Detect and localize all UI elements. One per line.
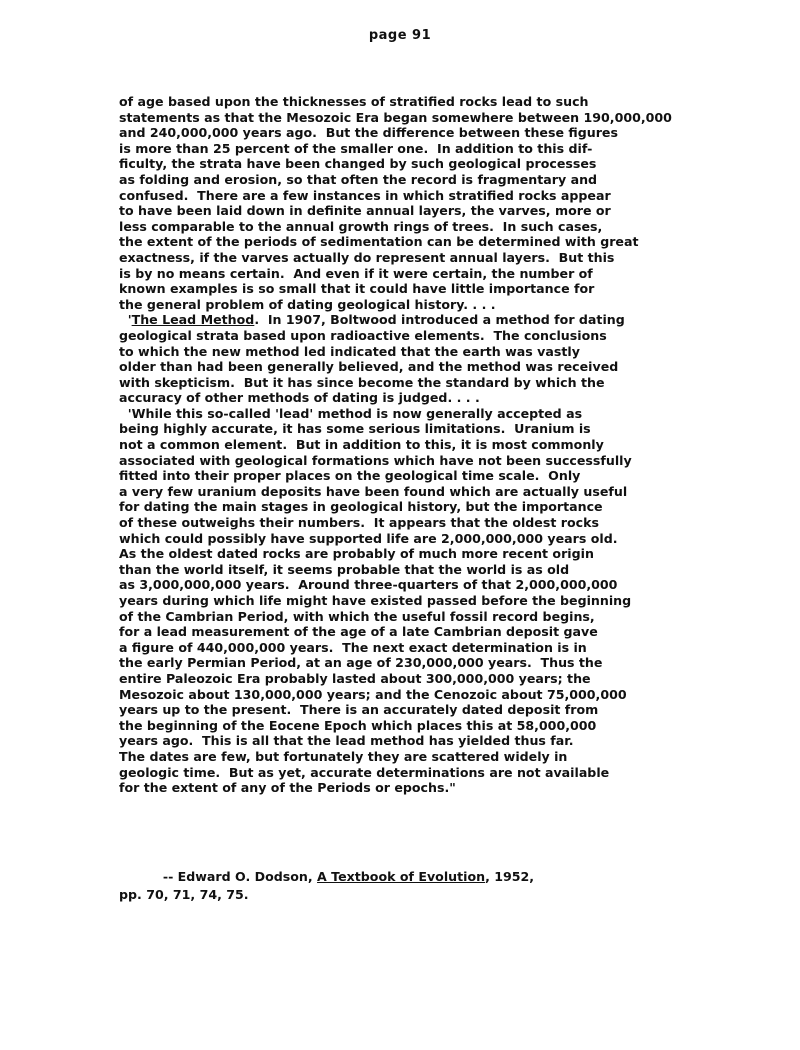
text-line: than the world itself, it seems probable that the world is as old bbox=[119, 561, 570, 577]
text-line: exactness, if the varves actually do represent annual layers. But this bbox=[119, 249, 615, 265]
text-line: and 240,000,000 years ago. But the difference between these figures bbox=[119, 125, 618, 141]
text-line: geologic time. But as yet, accurate determinations are not available bbox=[119, 764, 610, 780]
text-line: associated with geological formations which have not been successfully bbox=[119, 452, 632, 468]
paragraph-1 bbox=[119, 94, 719, 312]
text-line: of the Cambrian Period, with which the useful fossil record begins, bbox=[119, 608, 595, 624]
text-line: for dating the main stages in geological history, but the importance bbox=[119, 499, 603, 515]
paragraph-3 bbox=[119, 406, 719, 796]
citation-year: , 1952, bbox=[485, 869, 535, 884]
paragraph-2 bbox=[119, 312, 719, 406]
citation bbox=[119, 868, 719, 904]
text-line: years during which life might have existed passed before the beginning bbox=[119, 593, 632, 608]
text-line: ficulty, the strata have been changed by such geological processes bbox=[119, 156, 597, 172]
text-line: to which the new method led indicated that the earth was vastly bbox=[119, 343, 580, 359]
text-line: As the oldest dated rocks are probably of much more recent origin bbox=[119, 546, 594, 562]
text-line: is more than 25 percent of the smaller one. In addition to this dif- bbox=[119, 140, 593, 156]
text-line bbox=[119, 312, 719, 328]
text-line: of age based upon the thicknesses of stratified rocks lead to such bbox=[119, 94, 589, 109]
text-line: the early Permian Period, at an age of 230,000,000 years. Thus the bbox=[119, 655, 603, 671]
text-line: 'While this so-called 'lead' method is now generally accepted as bbox=[119, 405, 583, 421]
text-line: as folding and erosion, so that often the record is fragmentary and bbox=[119, 171, 598, 187]
text-line: of these outweighs their numbers. It appears that the oldest rocks bbox=[119, 515, 599, 531]
text-line: entire Paleozoic Era probably lasted about 300,000,000 years; the bbox=[119, 670, 591, 686]
citation-pages: pp. 70, 71, 74, 75. bbox=[119, 887, 249, 902]
text-line: the beginning of the Eocene Epoch which places this at 58,000,000 bbox=[119, 717, 597, 733]
text-line: fitted into their proper places on the geological time scale. Only bbox=[119, 468, 581, 484]
text-line: is by no means certain. And even if it were certain, the number of bbox=[119, 265, 593, 281]
text-line: years ago. This is all that the lead method has yielded thus far. bbox=[119, 733, 574, 749]
text-line: being highly accurate, it has some serious limitations. Uranium is bbox=[119, 421, 591, 437]
book-title: A Textbook of Evolution bbox=[317, 869, 486, 884]
text-line: less comparable to the annual growth rings of trees. In such cases, bbox=[119, 218, 603, 234]
text-line: which could possibly have supported life are 2,000,000,000 years old. bbox=[119, 530, 618, 546]
text-line: as 3,000,000,000 years. Around three-quarters of that 2,000,000,000 bbox=[119, 577, 618, 593]
text-line: confused. There are a few instances in which stratified rocks appear bbox=[119, 187, 611, 203]
text-run: . In 1907, Boltwood introduced a method for dating bbox=[254, 312, 625, 328]
open-quote: ' bbox=[119, 312, 132, 328]
page-number: page 91 bbox=[368, 28, 432, 43]
text-line: geological strata based upon radioactive elements. The conclusions bbox=[119, 327, 607, 343]
text-line: the extent of the periods of sedimentation can be determined with great bbox=[119, 234, 639, 250]
quoted-passage bbox=[119, 94, 719, 796]
text-line: with skepticism. But it has since become the standard by which the bbox=[119, 374, 605, 390]
text-line: The dates are few, but fortunately they are scattered widely in bbox=[119, 748, 568, 764]
text-line: accuracy of other methods of dating is judged. . . . bbox=[119, 390, 480, 406]
text-line: for a lead measurement of the age of a late Cambrian deposit gave bbox=[119, 624, 598, 640]
text-line: known examples is so small that it could have little importance for bbox=[119, 281, 595, 297]
citation-author-line bbox=[119, 868, 719, 886]
text-line: older than had been generally believed, and the method was received bbox=[119, 359, 619, 375]
section-heading: The Lead Method bbox=[131, 312, 255, 328]
citation-author: -- Edward O. Dodson, bbox=[119, 869, 318, 884]
text-line: for the extent of any of the Periods or epochs." bbox=[119, 780, 456, 796]
text-line: statements as that the Mesozoic Era began somewhere between 190,000,000 bbox=[119, 109, 672, 125]
text-line: to have been laid down in definite annual layers, the varves, more or bbox=[119, 203, 611, 219]
text-line: years up to the present. There is an accurately dated deposit from bbox=[119, 702, 599, 718]
text-line: a figure of 440,000,000 years. The next exact determination is in bbox=[119, 639, 587, 655]
text-line: Mesozoic about 130,000,000 years; and the Cenozoic about 75,000,000 bbox=[119, 686, 627, 702]
text-line: a very few uranium deposits have been found which are actually useful bbox=[119, 483, 628, 499]
text-line: the general problem of dating geological history. . . . bbox=[119, 296, 496, 312]
text-line: not a common element. But in addition to this, it is most commonly bbox=[119, 437, 604, 453]
